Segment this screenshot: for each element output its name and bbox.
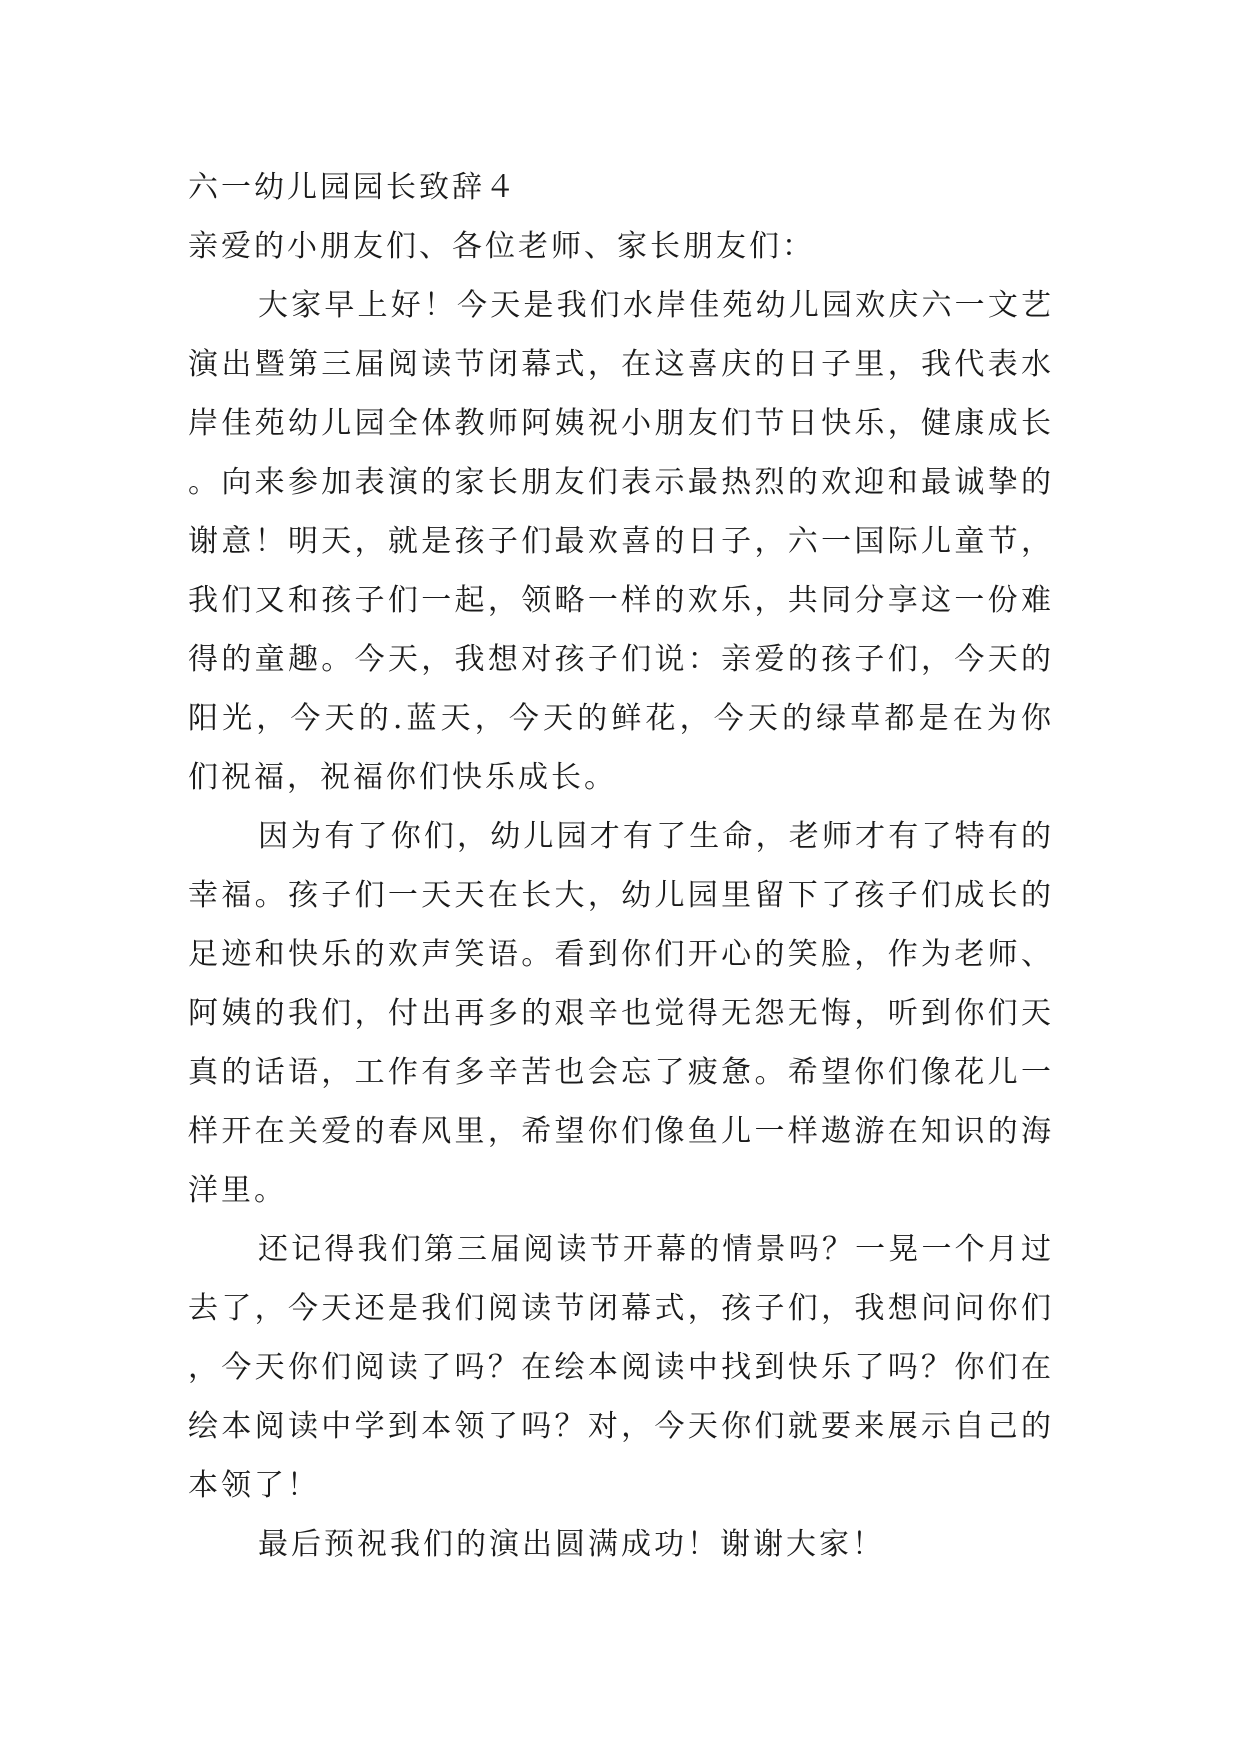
- document-body: [188, 158, 1054, 1574]
- paragraph-growth: 因为有了你们，幼儿园才有了生命，老师才有了特有的幸福。孩子们一天天在长大，幼儿园里留下了孩子们成长的足迹和快乐的欢声笑语。看到你们开心的笑脸，作为老师、阿姨的我们，付出再多的艰辛也觉得无怨无悔，听到你们天真的话语，工作有多辛苦也会忘了疲惫。希望你们像花儿一样开在关爱的春风里，希望你们像鱼儿一样遨游在知识的海洋里。: [188, 819, 1054, 1208]
- salutation: 亲爱的小朋友们、各位老师、家长朋友们：: [188, 229, 815, 264]
- document-title: 六一幼儿园园长致辞４: [188, 170, 518, 205]
- paragraph-greeting: 大家早上好！今天是我们水岸佳苑幼儿园欢庆六一文艺演出暨第三届阅读节闭幕式，在这喜庆的日子里，我代表水岸佳苑幼儿园全体教师阿姨祝小朋友们节日快乐，健康成长。向来参加表演的家长朋友们表示最热烈的欢迎和最诚挚的谢意！明天，就是孩子们最欢喜的日子，六一国际儿童节，我们又和孩子们一起，领略一样的欢乐，共同分享这一份难得的童趣。今天，我想对孩子们说：亲爱的孩子们，今天的阳光，今天的.蓝天，今天的鲜花，今天的绿草都是在为你们祝福，祝福你们快乐成长。: [188, 288, 1054, 795]
- paragraph-reading-festival: 还记得我们第三届阅读节开幕的情景吗？一晃一个月过去了，今天还是我们阅读节闭幕式，孩子们，我想问问你们，今天你们阅读了吗？在绘本阅读中找到快乐了吗？你们在绘本阅读中学到本领了吗？对，今天你们就要来展示自己的本领了！: [188, 1232, 1054, 1503]
- closing-line: 最后预祝我们的演出圆满成功！谢谢大家！: [258, 1527, 885, 1562]
